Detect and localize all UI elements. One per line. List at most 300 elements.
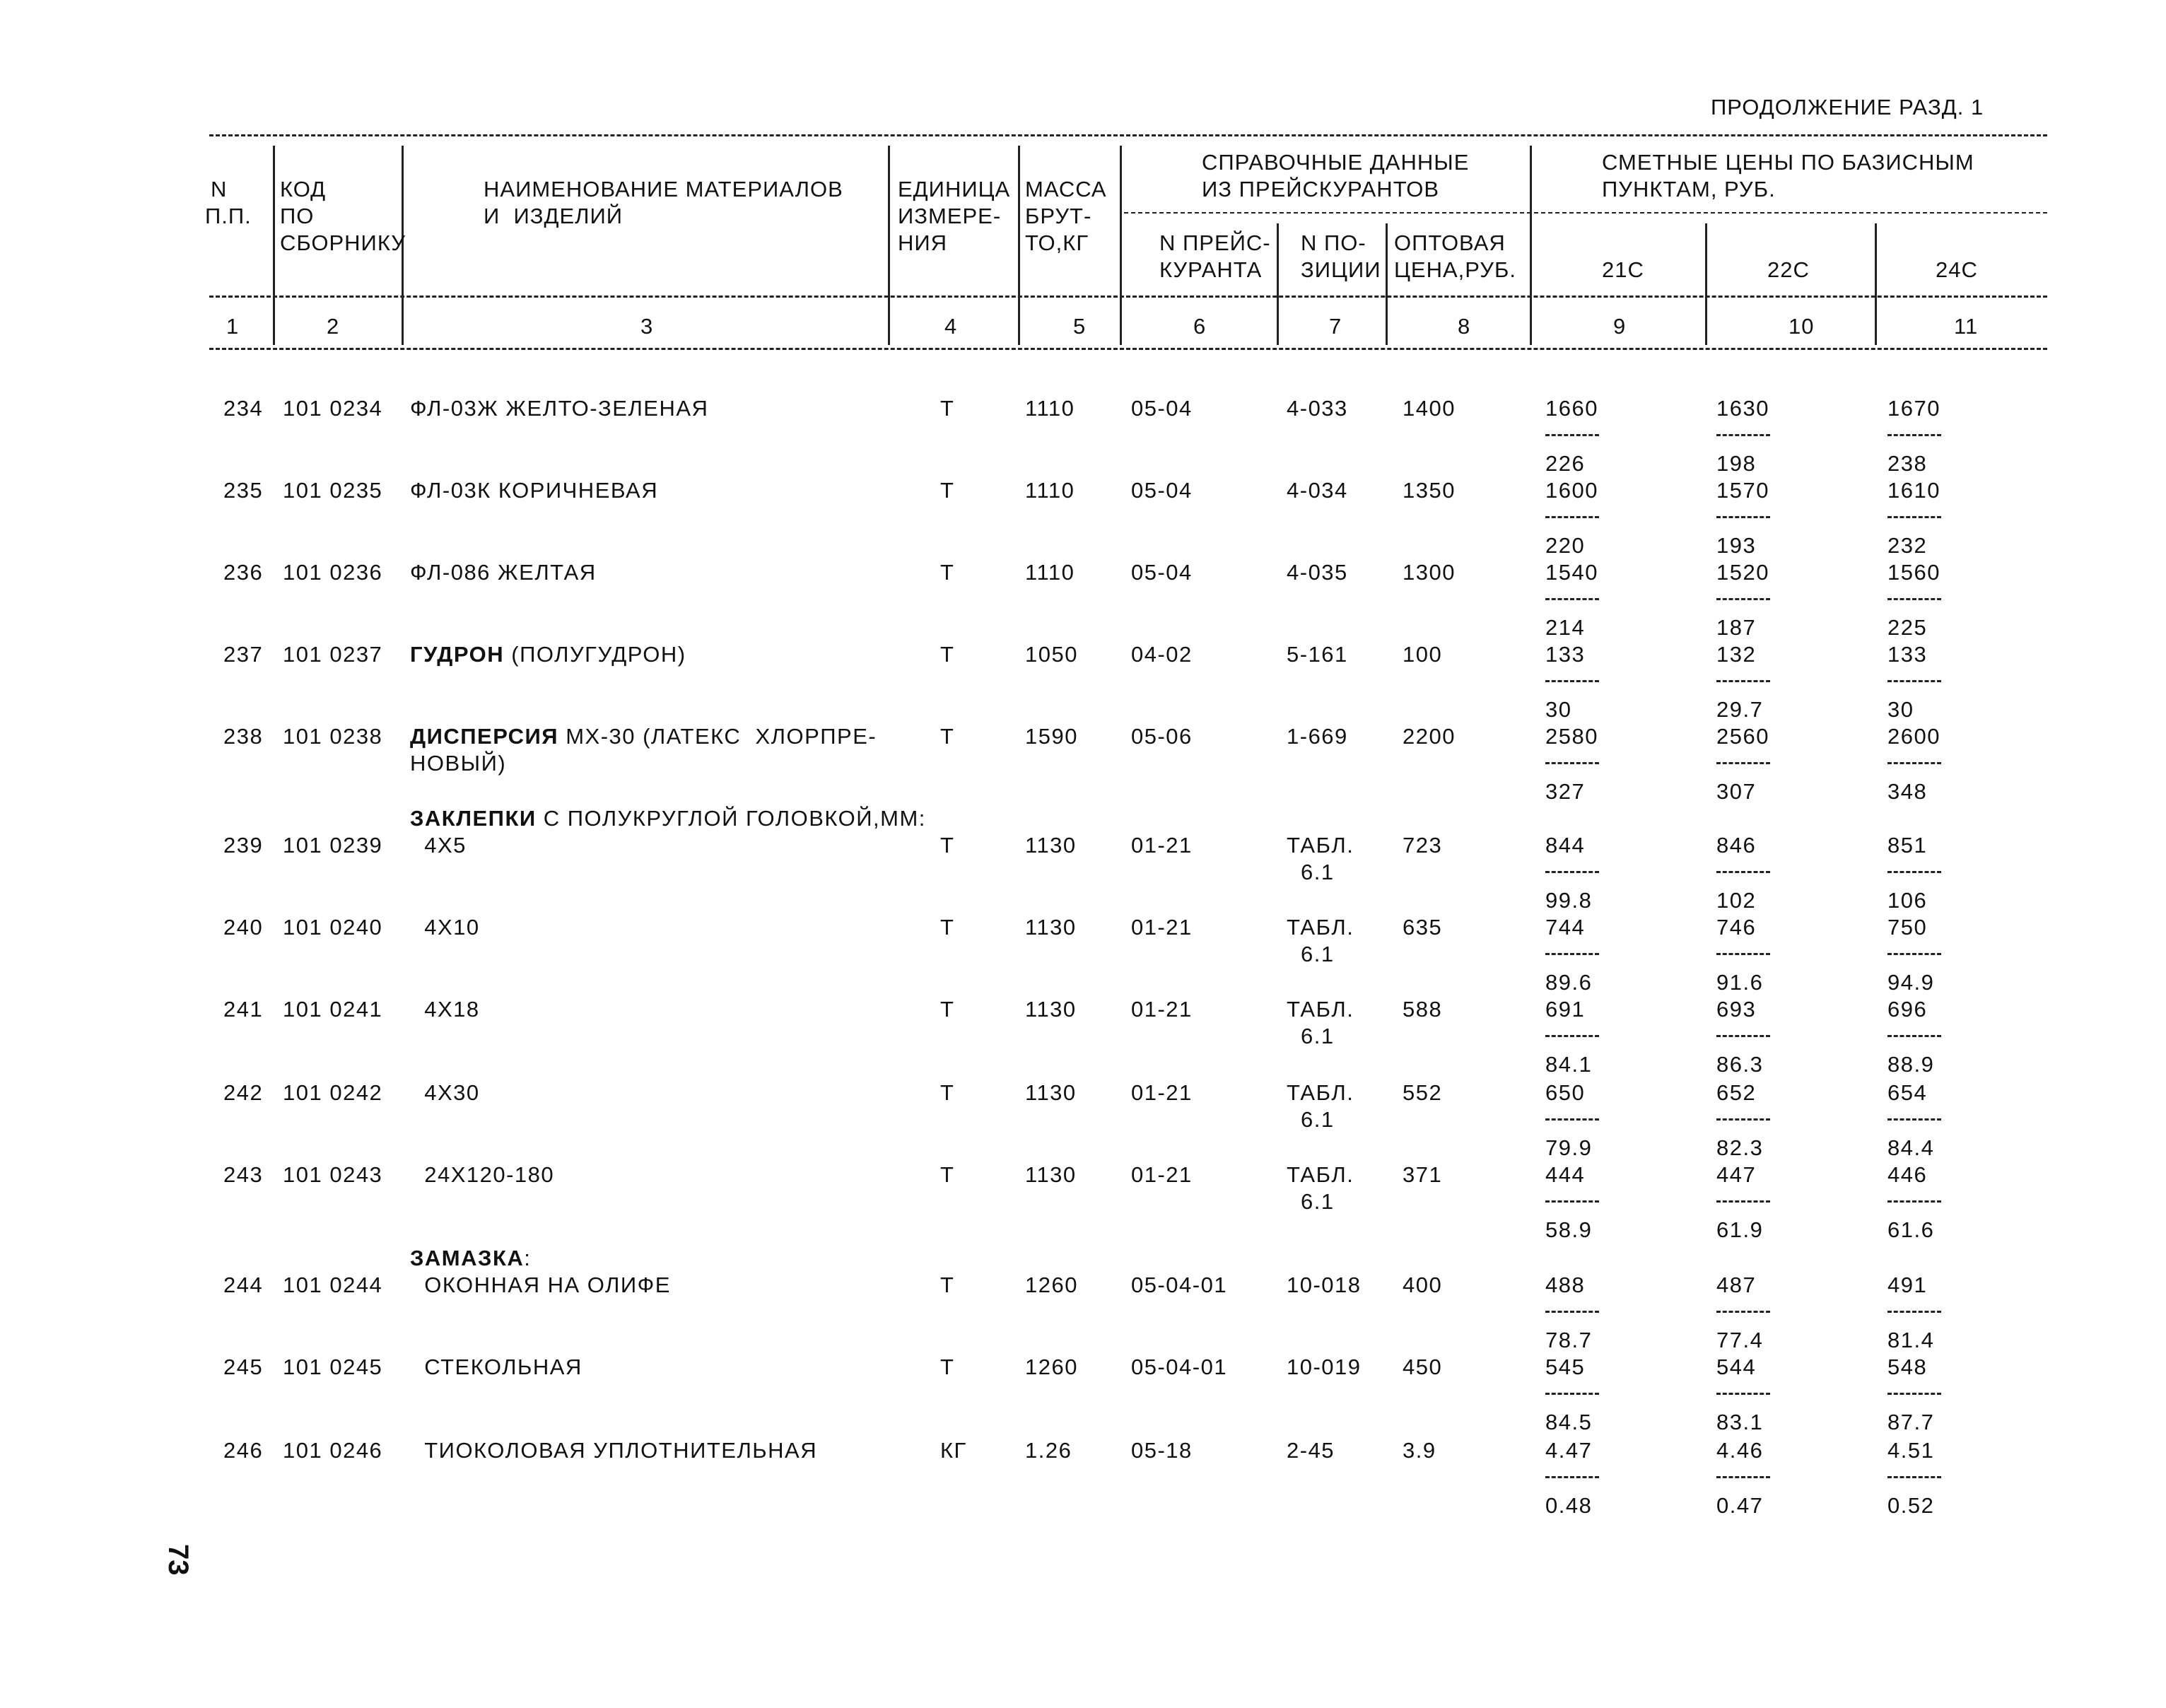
row-mass: 1130 [1025, 1162, 1077, 1187]
row-transport-22: 307 [1716, 779, 1757, 804]
price-21-fraction-rule [1545, 1476, 1599, 1478]
row-price-22: 4.46 [1716, 1438, 1764, 1463]
price-22-fraction-rule [1716, 516, 1770, 518]
row-transport-24: 88.9 [1887, 1052, 1935, 1077]
row-position: 10-019 [1287, 1355, 1362, 1379]
row-name [410, 479, 658, 501]
row-number: 242 [223, 1080, 264, 1105]
row-price-24: 548 [1887, 1355, 1928, 1379]
hdr-c11: 24С [1936, 257, 1978, 282]
row-unit: Т [940, 1355, 955, 1379]
ref-group-rule [1124, 212, 1531, 214]
row-name-text: ФЛ-086 ЖЕЛТАЯ [410, 560, 597, 585]
row-number: 240 [223, 915, 264, 940]
row-name [410, 561, 597, 583]
colnum-8: 8 [1458, 314, 1471, 339]
row-name-text: СТЕКОЛЬНАЯ [410, 1355, 583, 1379]
row-position: ТАБЛ. [1287, 997, 1354, 1022]
row-transport-24: 348 [1887, 779, 1928, 804]
row-wholesale: 552 [1403, 1080, 1443, 1105]
row-unit: Т [940, 724, 955, 749]
price-24-fraction-rule [1887, 598, 1941, 600]
row-number: 237 [223, 642, 264, 667]
price-22-fraction-rule [1716, 1200, 1770, 1203]
row-code: 101 0244 [283, 1273, 383, 1297]
col-sep-4 [1018, 146, 1020, 345]
row-price-22: 652 [1716, 1080, 1757, 1105]
row-transport-22: 83.1 [1716, 1410, 1764, 1434]
row-transport-22: 0.47 [1716, 1493, 1764, 1518]
price-24-fraction-rule [1887, 516, 1941, 518]
price-24-fraction-rule [1887, 1118, 1941, 1121]
row-wholesale: 1300 [1403, 560, 1456, 585]
hdr-c1-l1: N [211, 177, 228, 201]
row-transport-21: 84.5 [1545, 1410, 1593, 1434]
row-name [410, 397, 708, 419]
header-bottom-rule [209, 348, 2047, 350]
price-24-fraction-rule [1887, 762, 1941, 764]
row-transport-22: 91.6 [1716, 970, 1764, 995]
price-21-fraction-rule [1545, 1200, 1599, 1203]
colnum-11: 11 [1954, 314, 1979, 339]
row-price-24: 696 [1887, 997, 1928, 1022]
row-position: ТАБЛ. [1287, 1080, 1354, 1105]
row-position-line2: 6.1 [1301, 860, 1335, 884]
row-price-list: 01-21 [1131, 833, 1193, 858]
row-price-21: 1600 [1545, 478, 1598, 503]
row-name [410, 1439, 817, 1461]
col-sep-6 [1277, 223, 1279, 345]
row-mass: 1590 [1025, 724, 1078, 749]
row-wholesale: 100 [1403, 642, 1443, 667]
row-transport-21: 226 [1545, 451, 1586, 476]
price-24-fraction-rule [1887, 1476, 1941, 1478]
row-price-24: 446 [1887, 1162, 1928, 1187]
price-22-fraction-rule [1716, 1476, 1770, 1478]
row-number: 246 [223, 1438, 264, 1463]
price-22-fraction-rule [1716, 762, 1770, 764]
row-transport-24: 30 [1887, 697, 1914, 722]
group-label-putty-bold: ЗАМАЗКА [410, 1246, 525, 1270]
row-transport-22: 102 [1716, 888, 1757, 913]
row-price-22: 1630 [1716, 396, 1769, 421]
row-price-24: 1610 [1887, 478, 1940, 503]
row-wholesale: 400 [1403, 1273, 1443, 1297]
row-price-24: 1670 [1887, 396, 1940, 421]
row-price-21: 744 [1545, 915, 1586, 940]
row-wholesale: 450 [1403, 1355, 1443, 1379]
row-transport-24: 81.4 [1887, 1328, 1935, 1352]
colnum-4: 4 [944, 314, 958, 339]
row-transport-24: 94.9 [1887, 970, 1935, 995]
row-mass: 1110 [1025, 560, 1075, 585]
header-mid-rule [209, 296, 2047, 298]
row-code: 101 0234 [283, 396, 383, 421]
row-price-22: 132 [1716, 642, 1757, 667]
row-transport-22: 29.7 [1716, 697, 1764, 722]
row-name-text: ОКОННАЯ НА ОЛИФЕ [410, 1273, 671, 1297]
row-transport-24: 225 [1887, 615, 1928, 640]
price-21-fraction-rule [1545, 1118, 1599, 1121]
row-price-list: 05-04-01 [1131, 1355, 1228, 1379]
row-unit: Т [940, 1080, 955, 1105]
row-price-22: 846 [1716, 833, 1757, 858]
price-21-fraction-rule [1545, 762, 1599, 764]
row-position: 4-035 [1287, 560, 1348, 585]
row-price-24: 750 [1887, 915, 1928, 940]
row-mass: 1130 [1025, 915, 1077, 940]
row-price-24: 4.51 [1887, 1438, 1935, 1463]
row-position: ТАБЛ. [1287, 833, 1354, 858]
row-mass: 1130 [1025, 1080, 1077, 1105]
row-name [410, 1082, 480, 1104]
colnum-9: 9 [1613, 314, 1627, 339]
price-21-fraction-rule [1545, 1393, 1599, 1395]
row-name-text: 24Х120-180 [410, 1162, 555, 1187]
row-wholesale: 371 [1403, 1162, 1443, 1187]
hdr-c6-l1: N ПРЕЙС- [1159, 230, 1271, 255]
hdr-c3-l1: НАИМЕНОВАНИЕ МАТЕРИАЛОВ [484, 177, 843, 201]
row-transport-21: 327 [1545, 779, 1586, 804]
row-price-list: 05-06 [1131, 724, 1193, 749]
row-unit: Т [940, 915, 955, 940]
hdr-ref-l1: СПРАВОЧНЫЕ ДАННЫЕ [1202, 150, 1470, 175]
row-name-text: (ПОЛУГУДРОН) [504, 642, 686, 667]
row-code: 101 0240 [283, 915, 383, 940]
row-price-list: 01-21 [1131, 1162, 1193, 1187]
row-price-22: 1520 [1716, 560, 1769, 585]
row-name-text: 4Х5 [410, 833, 467, 858]
row-number: 241 [223, 997, 264, 1022]
continuation-note: ПРОДОЛЖЕНИЕ РАЗД. 1 [1711, 95, 1984, 119]
row-number: 245 [223, 1355, 264, 1379]
hdr-ref-l2: ИЗ ПРЕЙСКУРАНТОВ [1202, 177, 1440, 201]
row-price-21: 4.47 [1545, 1438, 1593, 1463]
row-price-22: 2560 [1716, 724, 1769, 749]
hdr-c7-l1: N ПО- [1301, 230, 1366, 255]
col-sep-9 [1705, 223, 1707, 345]
row-code: 101 0246 [283, 1438, 383, 1463]
row-transport-24: 238 [1887, 451, 1928, 476]
row-transport-22: 77.4 [1716, 1328, 1764, 1352]
row-price-list: 01-21 [1131, 997, 1193, 1022]
row-position: 4-034 [1287, 478, 1348, 503]
row-price-21: 691 [1545, 997, 1586, 1022]
price-22-fraction-rule [1716, 1311, 1770, 1313]
row-position-line2: 6.1 [1301, 942, 1335, 966]
price-group-rule [1534, 212, 2047, 214]
col-sep-8 [1530, 146, 1532, 345]
row-transport-21: 78.7 [1545, 1328, 1593, 1352]
group-label-rivets-rest: С ПОЛУКРУГЛОЙ ГОЛОВКОЙ,ММ: [536, 806, 926, 831]
row-transport-24: 87.7 [1887, 1410, 1935, 1434]
price-21-fraction-rule [1545, 1035, 1599, 1037]
colnum-5: 5 [1073, 314, 1087, 339]
row-code: 101 0245 [283, 1355, 383, 1379]
row-unit: Т [940, 997, 955, 1022]
price-22-fraction-rule [1716, 1393, 1770, 1395]
row-mass: 1.26 [1025, 1438, 1072, 1463]
row-name [410, 1164, 554, 1186]
price-22-fraction-rule [1716, 598, 1770, 600]
row-price-24: 851 [1887, 833, 1928, 858]
price-24-fraction-rule [1887, 1311, 1941, 1313]
row-code: 101 0242 [283, 1080, 383, 1105]
row-position: 4-033 [1287, 396, 1348, 421]
row-transport-21: 89.6 [1545, 970, 1593, 995]
row-position: ТАБЛ. [1287, 915, 1354, 940]
row-name-text: 4Х10 [410, 915, 480, 940]
row-name-line2: НОВЫЙ) [410, 751, 507, 776]
row-wholesale: 635 [1403, 915, 1443, 940]
row-transport-24: 0.52 [1887, 1493, 1935, 1518]
price-24-fraction-rule [1887, 1200, 1941, 1203]
colnum-6: 6 [1193, 314, 1207, 339]
row-transport-24: 232 [1887, 533, 1928, 558]
row-price-21: 650 [1545, 1080, 1586, 1105]
row-number: 238 [223, 724, 264, 749]
row-price-24: 491 [1887, 1273, 1928, 1297]
price-22-fraction-rule [1716, 871, 1770, 873]
hdr-c1-l2: П.П. [205, 204, 252, 228]
row-transport-24: 106 [1887, 888, 1928, 913]
row-position: 2-45 [1287, 1438, 1335, 1463]
price-24-fraction-rule [1887, 680, 1941, 682]
row-price-21: 133 [1545, 642, 1586, 667]
row-price-list: 01-21 [1131, 915, 1193, 940]
row-position: 1-669 [1287, 724, 1348, 749]
price-22-fraction-rule [1716, 1035, 1770, 1037]
row-wholesale: 3.9 [1403, 1438, 1436, 1463]
row-number: 234 [223, 396, 264, 421]
colnum-1: 1 [226, 314, 240, 339]
row-price-22: 447 [1716, 1162, 1757, 1187]
row-price-22: 544 [1716, 1355, 1757, 1379]
hdr-c5-l2: БРУТ- [1025, 204, 1092, 228]
price-21-fraction-rule [1545, 871, 1599, 873]
price-22-fraction-rule [1716, 953, 1770, 955]
row-price-24: 2600 [1887, 724, 1940, 749]
row-transport-21: 0.48 [1545, 1493, 1593, 1518]
price-24-fraction-rule [1887, 434, 1941, 436]
row-position-line2: 6.1 [1301, 1107, 1335, 1132]
row-position: 5-161 [1287, 642, 1348, 667]
price-21-fraction-rule [1545, 1311, 1599, 1313]
row-mass: 1260 [1025, 1273, 1078, 1297]
hdr-c8-l2: ЦЕНА,РУБ. [1394, 257, 1516, 282]
row-price-21: 444 [1545, 1162, 1586, 1187]
row-mass: 1110 [1025, 396, 1075, 421]
row-position-line2: 6.1 [1301, 1024, 1335, 1048]
row-name [410, 834, 467, 856]
row-number: 243 [223, 1162, 264, 1187]
row-name-bold: ДИСПЕРСИЯ [410, 724, 559, 749]
row-name-text: ФЛ-03К КОРИЧНЕВАЯ [410, 478, 659, 503]
row-transport-24: 84.4 [1887, 1135, 1935, 1160]
group-label-rivets [410, 807, 926, 829]
row-price-list: 01-21 [1131, 1080, 1193, 1105]
row-wholesale: 588 [1403, 997, 1443, 1022]
col-sep-7 [1386, 223, 1388, 345]
colnum-7: 7 [1329, 314, 1342, 339]
row-unit: Т [940, 396, 955, 421]
group-label-putty [410, 1247, 531, 1269]
row-price-list: 05-04-01 [1131, 1273, 1228, 1297]
price-21-fraction-rule [1545, 680, 1599, 682]
colnum-10: 10 [1789, 314, 1815, 339]
hdr-c4-l3: НИЯ [898, 230, 948, 255]
row-mass: 1130 [1025, 833, 1077, 858]
row-transport-24: 61.6 [1887, 1217, 1935, 1242]
row-code: 101 0239 [283, 833, 383, 858]
price-22-fraction-rule [1716, 434, 1770, 436]
row-code: 101 0241 [283, 997, 383, 1022]
row-price-21: 1660 [1545, 396, 1598, 421]
row-price-24: 1560 [1887, 560, 1940, 585]
row-transport-22: 86.3 [1716, 1052, 1764, 1077]
row-name-text: ТИОКОЛОВАЯ УПЛОТНИТЕЛЬНАЯ [410, 1438, 818, 1463]
col-sep-3 [888, 146, 890, 345]
hdr-price-l2: ПУНКТАМ, РУБ. [1602, 177, 1776, 201]
hdr-c5-l3: ТО,КГ [1025, 230, 1089, 255]
row-name [410, 1274, 671, 1296]
row-price-24: 133 [1887, 642, 1928, 667]
row-price-list: 04-02 [1131, 642, 1193, 667]
hdr-c2-l1: КОД [280, 177, 327, 201]
group-label-rivets-bold: ЗАКЛЕПКИ [410, 806, 537, 831]
row-price-21: 1540 [1545, 560, 1598, 585]
row-unit: КГ [940, 1438, 967, 1463]
row-transport-21: 220 [1545, 533, 1586, 558]
row-unit: Т [940, 560, 955, 585]
row-unit: Т [940, 478, 955, 503]
row-position-line2: 6.1 [1301, 1189, 1335, 1214]
hdr-c8-l1: ОПТОВАЯ [1394, 230, 1506, 255]
row-transport-21: 79.9 [1545, 1135, 1593, 1160]
row-unit: Т [940, 1273, 955, 1297]
price-22-fraction-rule [1716, 1118, 1770, 1121]
row-unit: Т [940, 642, 955, 667]
row-name [410, 725, 877, 747]
hdr-c6-l2: КУРАНТА [1159, 257, 1263, 282]
row-transport-22: 82.3 [1716, 1135, 1764, 1160]
row-number: 239 [223, 833, 264, 858]
row-price-21: 488 [1545, 1273, 1586, 1297]
hdr-c9: 21С [1602, 257, 1644, 282]
row-price-list: 05-04 [1131, 478, 1193, 503]
price-21-fraction-rule [1545, 516, 1599, 518]
row-name-bold: ГУДРОН [410, 642, 505, 667]
row-number: 235 [223, 478, 264, 503]
row-mass: 1130 [1025, 997, 1077, 1022]
row-code: 101 0235 [283, 478, 383, 503]
row-price-24: 654 [1887, 1080, 1928, 1105]
hdr-c2-l3: СБОРНИКУ [280, 230, 406, 255]
col-sep-5 [1120, 146, 1122, 345]
row-price-list: 05-04 [1131, 396, 1193, 421]
price-24-fraction-rule [1887, 953, 1941, 955]
row-transport-22: 61.9 [1716, 1217, 1764, 1242]
row-transport-21: 58.9 [1545, 1217, 1593, 1242]
hdr-c4-l2: ИЗМЕРЕ- [898, 204, 1002, 228]
price-21-fraction-rule [1545, 434, 1599, 436]
row-position: 10-018 [1287, 1273, 1362, 1297]
row-name-text: ФЛ-03Ж ЖЕЛТО-ЗЕЛЕНАЯ [410, 396, 709, 421]
hdr-c5-l1: МАССА [1025, 177, 1107, 201]
row-mass: 1260 [1025, 1355, 1078, 1379]
hdr-c10: 22С [1767, 257, 1810, 282]
row-price-21: 844 [1545, 833, 1586, 858]
row-transport-22: 193 [1716, 533, 1757, 558]
row-code: 101 0238 [283, 724, 383, 749]
page-number: 73 [163, 1544, 194, 1576]
price-24-fraction-rule [1887, 1035, 1941, 1037]
row-price-22: 1570 [1716, 478, 1769, 503]
row-name [410, 1356, 583, 1378]
row-position: ТАБЛ. [1287, 1162, 1354, 1187]
row-mass: 1110 [1025, 478, 1075, 503]
row-transport-21: 214 [1545, 615, 1586, 640]
row-transport-21: 84.1 [1545, 1052, 1593, 1077]
row-name-text: 4Х30 [410, 1080, 480, 1105]
col-sep-10 [1875, 223, 1877, 345]
row-transport-21: 99.8 [1545, 888, 1593, 913]
row-name-text: 4Х18 [410, 997, 480, 1022]
colnum-2: 2 [327, 314, 340, 339]
row-wholesale: 1400 [1403, 396, 1456, 421]
row-mass: 1050 [1025, 642, 1078, 667]
header-top-rule [209, 134, 2047, 136]
row-transport-22: 198 [1716, 451, 1757, 476]
row-price-22: 746 [1716, 915, 1757, 940]
row-name [410, 916, 480, 938]
hdr-c3-l2: И ИЗДЕЛИЙ [484, 204, 624, 228]
row-price-21: 2580 [1545, 724, 1598, 749]
colnum-3: 3 [640, 314, 654, 339]
row-unit: Т [940, 833, 955, 858]
price-21-fraction-rule [1545, 953, 1599, 955]
col-sep-1 [273, 146, 275, 345]
row-name [410, 643, 686, 665]
row-price-list: 05-18 [1131, 1438, 1193, 1463]
row-unit: Т [940, 1162, 955, 1187]
price-22-fraction-rule [1716, 680, 1770, 682]
row-price-22: 693 [1716, 997, 1757, 1022]
row-code: 101 0243 [283, 1162, 383, 1187]
price-21-fraction-rule [1545, 598, 1599, 600]
hdr-price-l1: СМЕТНЫЕ ЦЕНЫ ПО БАЗИСНЫМ [1602, 150, 1974, 175]
row-number: 236 [223, 560, 264, 585]
row-price-22: 487 [1716, 1273, 1757, 1297]
row-wholesale: 1350 [1403, 478, 1456, 503]
row-wholesale: 723 [1403, 833, 1443, 858]
hdr-c2-l2: ПО [280, 204, 315, 228]
row-wholesale: 2200 [1403, 724, 1456, 749]
row-transport-21: 30 [1545, 697, 1572, 722]
row-price-21: 545 [1545, 1355, 1586, 1379]
row-code: 101 0236 [283, 560, 383, 585]
group-label-putty-rest: : [524, 1246, 532, 1270]
row-price-list: 05-04 [1131, 560, 1193, 585]
price-24-fraction-rule [1887, 1393, 1941, 1395]
hdr-c4-l1: ЕДИНИЦА [898, 177, 1011, 201]
row-transport-22: 187 [1716, 615, 1757, 640]
row-code: 101 0237 [283, 642, 383, 667]
row-number: 244 [223, 1273, 264, 1297]
row-name-text: МХ-30 (ЛАТЕКС ХЛОРПРЕ- [558, 724, 877, 749]
row-name [410, 998, 480, 1020]
hdr-c7-l2: ЗИЦИИ [1301, 257, 1381, 282]
